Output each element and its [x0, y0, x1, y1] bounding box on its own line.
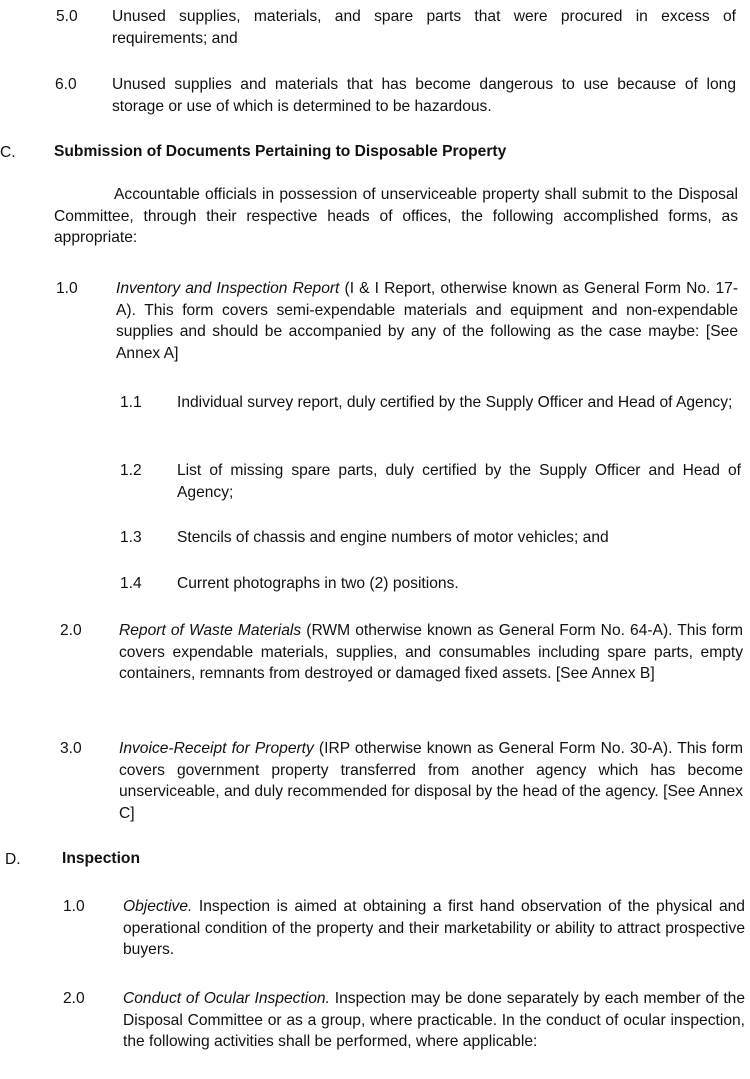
item-number: 5.0: [56, 8, 78, 25]
list-item-text: Inspection may be done separately by each member of the Disposal Committee or as a group, where practicable. In the conduct of ocular inspection, the following activities shall be performed, where applicable:: [123, 990, 745, 1050]
list-item: [123, 988, 745, 1053]
item-number: 6.0: [55, 76, 77, 93]
item-number: 3.0: [60, 740, 82, 757]
subitem-number: 1.1: [120, 394, 142, 411]
section-intro: Accountable officials in possession of unserviceable property shall submit to the Disposal Committee, through their respective heads of offices, the following accomplished forms, as appropriate:: [54, 186, 738, 246]
item-title: Conduct of Ocular Inspection.: [123, 990, 330, 1007]
form-title: Invoice-Receipt for Property: [119, 740, 314, 757]
list-item: [119, 738, 743, 824]
section-letter: D.: [5, 851, 21, 868]
section-letter: C.: [0, 144, 16, 161]
subitem-text: Individual survey report, duly certified by the Supply Officer and Head of Agency;: [177, 394, 733, 411]
subitem-text: List of missing spare parts, duly certified by the Supply Officer and Head of Agency;: [177, 462, 741, 501]
list-item: [123, 896, 745, 961]
form-title: Inventory and Inspection Report: [116, 280, 340, 297]
list-item-text: (IRP otherwise known as General Form No. 30-A). This form covers government property transferred from another agency which has become unserviceable, and duly recommended for disposal by the head of the agency. [See Annex C]: [119, 740, 743, 822]
subitem-text: Stencils of chassis and engine numbers of motor vehicles; and: [177, 529, 609, 546]
item-number: 2.0: [60, 622, 82, 639]
subitem-number: 1.2: [120, 462, 142, 479]
item-number: 1.0: [63, 898, 85, 915]
list-item-text: Inspection is aimed at obtaining a first hand observation of the physical and operational condition of the property and their marketability or ability to attract prospective buyers.: [123, 898, 745, 958]
subitem-number: 1.3: [120, 529, 142, 546]
section-heading: Inspection: [62, 850, 140, 867]
list-item: [119, 620, 743, 685]
list-item-text: Unused supplies and materials that has become dangerous to use because of long storage or use of which is determined to be hazardous.: [112, 76, 736, 115]
section-heading: Submission of Documents Pertaining to Disposable Property: [54, 143, 507, 160]
list-item: [116, 278, 738, 364]
form-title: Report of Waste Materials: [119, 622, 302, 639]
list-item-text: Unused supplies, materials, and spare parts that were procured in excess of requirements; and: [112, 8, 736, 47]
list-item-text: (I & I Report, otherwise known as General Form No. 17-A). This form covers semi-expendable materials and equipment and non-expendable supplies and should be accompanied by any of the following as the case maybe: [See Annex A]: [116, 280, 739, 362]
subitem-text: Current photographs in two (2) positions.: [177, 575, 459, 592]
item-title: Objective.: [123, 898, 193, 915]
list-item-text: (RWM otherwise known as General Form No. 64-A). This form covers expendable materials, supplies, and consumables including spare parts, empty containers, remnants from destroyed or damaged fixed assets. [See Annex B]: [119, 622, 743, 682]
item-number: 2.0: [63, 990, 85, 1007]
item-number: 1.0: [56, 280, 78, 297]
subitem-number: 1.4: [120, 575, 142, 592]
